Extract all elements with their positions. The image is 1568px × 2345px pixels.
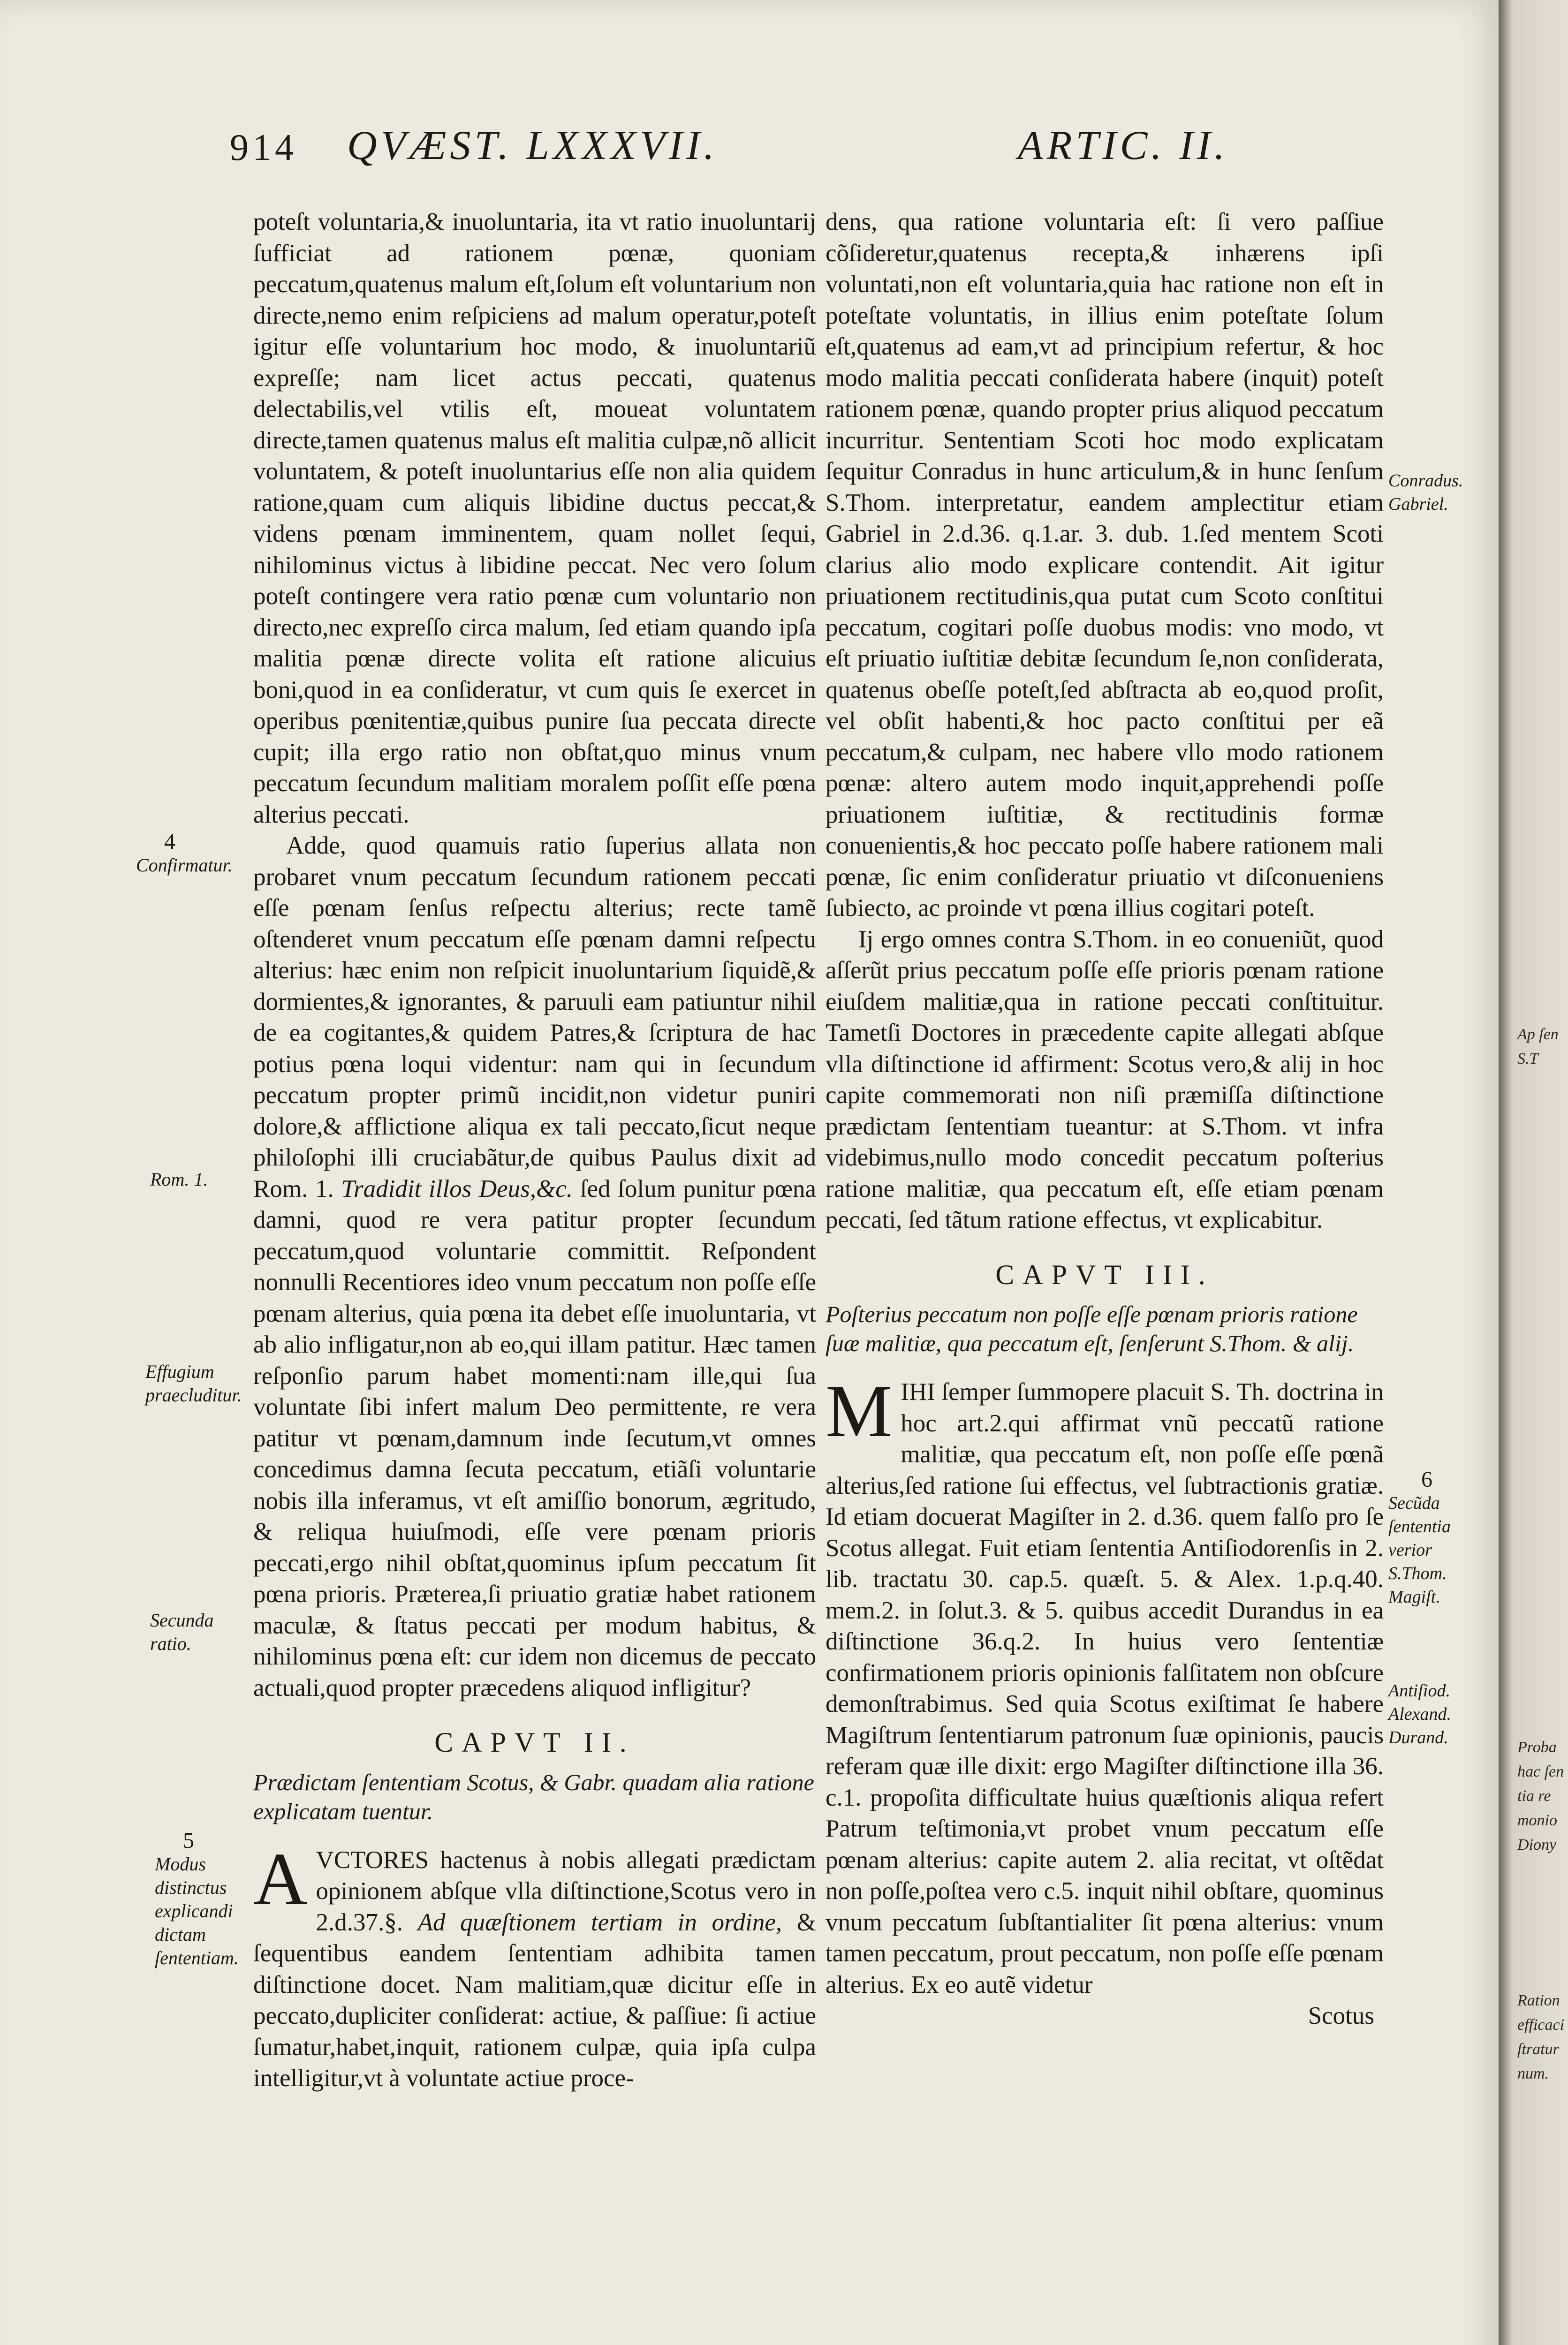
page-number: 914 xyxy=(230,127,297,168)
header-article: ARTIC. II. xyxy=(1018,123,1229,168)
margin-note-number: 6 xyxy=(1421,1467,1432,1492)
scotus-quote: Ad quæſtionem tertiam in ordine, xyxy=(417,1908,782,1936)
next-page-note-1: Ap ſen S.T xyxy=(1517,1026,1559,1067)
running-header xyxy=(230,117,1405,188)
margin-note-modus xyxy=(155,1829,249,1970)
margin-note-confirmatur xyxy=(136,830,239,877)
right-paragraph-3-text: IHI ſemper ſummopere placuit S. Th. doctrina in hoc art.2.qui affirmat vnũ peccatũ ratione malitiæ, qua peccatum eſt, non poſſe eſſe pœnã alterius,ſed ratione ſui effectus, vel ſubtractionis gratiæ. Id etiam docuerat Magiſter in 2. d.36. quem falſo pro ſe Scotus allegat. Fuit etiam ſententia Antiſiodorenſis in 2. lib. tractatu 30. cap.5. quæſt. 5. & Alex. 1.p.q.40. mem.2. in ſolut.3. & 5. quibus accedit Durandus in ea diſtinctione 36.q.2. In huius vero ſententiæ confirmationem prioris opinionis falſitatem non obſcure demonſtrabimus. Sed quia Scotus exiſtimat ſe habere Magiſtrum ſententiarum patronum ſuæ opinionis, paucis referam quæ ille dixit: ergo Magiſter diſtinctione illa 36. c.1. propoſita difficultate huius quæſtionis aliqua refert Patrum teſtimonia,vt probet vnum peccatum eſſe pœnam alterius: capite autem 2. alia recitat, vt oſtẽdat non poſſe,poſtea vero c.5. inquit nihil obſtare, quominus vnum peccatum ſubſtantialiter ſit pœna alterius: vnum tamen peccatum, prout peccatum, non poſſe eſſe pœnam alterius. Ex eo autẽ videtur xyxy=(826,1378,1384,1998)
chapter-heading-3: CAPVT III. xyxy=(995,1259,1214,1290)
right-paragraph-3 xyxy=(826,1369,1384,2000)
margin-note-antisiod: Antiſiod. Alexand. Durand. xyxy=(1388,1681,1452,1747)
header-question: QVÆST. LXXXVII. xyxy=(347,123,718,168)
drop-cap-a: A xyxy=(253,1837,308,1921)
margin-note-text: Secũda ſententia verior S.Thom. Magiſt. xyxy=(1388,1493,1451,1607)
chapter-heading-2: CAPVT II. xyxy=(434,1727,635,1758)
margin-note-text: Confirmatur. xyxy=(136,855,233,876)
margin-note-rom: Rom. 1. xyxy=(150,1169,208,1190)
left-paragraph-3-cont: & ſequentibus eandem ſententiam adhibita tamen diſtinctione docet. Nam malitiam,quæ dicitur eſſe in peccato,dupliciter conſiderat: actiue, & paſſiue: ſi actiue ſumatur,habet,inquit, rationem culpæ, quia ipſa culpa intelligitur,vt à voluntate actiue proce- xyxy=(253,1908,817,2092)
margin-note-text: Modus distinctus explicandi dictam ſententiam. xyxy=(155,1853,239,1968)
chapter-summary-2: Prædictam ſententiam Scotus, & Gabr. quadam alia ratione explicatam tuentur. xyxy=(253,1769,814,1824)
right-paragraph-2: Ij ergo omnes contra S.Thom. in eo conueniũt, quod aſſerũt prius peccatum poſſe eſſe prioris pœnam ratione eiuſdem malitiæ,qua in ratione peccati conſtituitur. Tametſi Doctores in præcedente capite allegati abſque vlla diſtinctione id affirment: Scotus vero,& alij in hoc capite commemorati non niſi præmiſſa diſtinctione prædictam ſententiam tueantur: at S.Thom. vt infra videbimus,nullo modo concedit peccatum poſterius ratione malitiæ, qua peccatum eſt, eſſe etiam pœnam peccati, ſed tãtum ratione effectus, vt explicabitur. xyxy=(826,925,1384,1233)
margin-note-number: 4 xyxy=(164,829,175,854)
next-page-edge xyxy=(1499,0,1568,2345)
left-paragraph-2 xyxy=(253,830,816,1703)
next-page-note-3: Ration efficaci ſtratur num. xyxy=(1517,1992,1565,2082)
margin-note-secunda-ratio: Secunda ratio. xyxy=(150,1610,214,1654)
right-paragraph-1: dens, qua ratione voluntaria eſt: ſi vero paſſiue cõſideretur,quatenus recepta,& inhærens ipſi voluntati,non eſt voluntaria,quia hac ratione non eſt in poteſtate voluntatis, in illius enim poteſtate ſolum eſt,quatenus ad eam,vt ad principium refertur, & hoc modo malitia peccati conſiderata habere (inquit) poteſt rationem pœnæ, quando propter prius aliquod peccatum incurritur. Sententiam Scoti hoc modo explicatam ſequitur Conradus in hunc articulum,& in hunc ſenſum S.Thom. interpretatur, eandem amplectitur etiam Gabriel in 2.d.36. q.1.ar. 3. dub. 1.ſed mentem Scoti clarius alio modo explicare contendit. Ait igitur priuationem rectitudinis,qua putat cum Scoto conſtitui peccatum, cogitari poſſe duobus modis: vno modo, vt eſt priuatio iuſtitiæ debitæ ſecundum ſe,non conſiderata, quatenus obeſſe poteſt,ſed abſtracta ab eo,quod proſit, vel obſit habenti,& hoc pacto conſtitui per eã peccatum,& culpam, nec habere vllo modo rationem pœnæ: altero autem modo inquit,apprehendi poſſe priuationem iuſtitiæ, & rectitudinis formæ conuenientis,& hoc peccato poſſe habere rationem mali pœnæ, ſic enim conſideratur priuatio vt diſconueniens ſubiecto, ac proinde vt pœna illius cogitari poteſt. xyxy=(826,208,1384,922)
left-column xyxy=(253,206,816,2094)
margin-note-secunda-sententia xyxy=(1388,1468,1482,1609)
chapter-summary-3: Poſterius peccatum non poſſe eſſe pœnam prioris ratione ſuæ malitiæ, qua peccatum eſt, ſenſerunt S.Thom. & alij. xyxy=(826,1301,1358,1356)
left-paragraph-2-cont: ſed ſolum punitur pœna damni, quod re vera patitur propter ſecundum peccatum,quod voluntarie committit. Reſpondent nonnulli Recentiores ideo vnum peccatum non poſſe eſſe pœnam alterius, quia pœna ita debet eſſe inuoluntaria, vt ab alio infligatur,non ab eo,qui illam patitur. Hæc tamen reſponſio parum habet momenti:nam ille,qui ſua voluntate ſibi infert malum Deo permittente, re vera patitur vt pœnam,damnum inde ſecutum,vt omnes concedimus damna ſecuta peccatum, etiãſi voluntarie nobis illa inferamus, vt eſt amiſſio bonorum, ægritudo, & reliqua huiuſmodi, eſſe vere pœnam prioris peccati,ergo nihil obſtat,quominus ipſum peccatum ſit pœna prioris. Præterea,ſi priuatio gratiæ habet rationem maculæ, & ſtatus peccati per modum habitus, & nihilominus pœna eſt: cur idem non dicemus de peccato actuali,quod propter præcedens aliquod infligitur? xyxy=(253,1175,817,1702)
drop-cap-m: M xyxy=(826,1369,893,1452)
left-paragraph-1: poteſt voluntaria,& inuoluntaria, ita vt ratio inuoluntarij ſufficiat ad rationem pœnæ, quoniam peccatum,quatenus malum eſt,ſolum eſt voluntarium non directe,nemo enim reſpiciens ad malum operatur,poteſt igitur eſſe voluntarium hoc modo, & inuoluntariũ expreſſe; nam licet actus peccati, quatenus delectabilis,vel vtilis eſt, moueat voluntatem directe,tamen quatenus malus eſt malitia culpæ,nõ allicit voluntatem, & poteſt inuoluntarius eſſe non alia quidem ratione,quam cum aliquis libidine ductus peccat,& videns pœnam imminentem, quam nollet ſequi, nihilominus victus à libidine peccat. Nec vero ſolum poteſt contingere vera ratio pœnæ cum voluntario non directo,nec expreſſo circa malum, ſed etiam quando ipſa malitia pœnæ directe volita eſt ratione alicuius boni,quod in ea conſideratur, vt cum quis ſe exercet in operibus pœnitentiæ,quibus punire ſua peccata directe cupit; illa ergo ratio non obſtat,quo minus vnum peccatum ſecundum malitiam moralem poſſit eſſe pœna alterius peccati. xyxy=(253,208,816,828)
right-column xyxy=(826,206,1384,2032)
left-paragraph-3 xyxy=(253,1837,817,2094)
next-page-note-2: Proba hac ſen tia re monio Diony xyxy=(1517,1739,1564,1853)
margin-note-number: 5 xyxy=(183,1828,194,1853)
margin-note-conradus: Conradus. Gabriel. xyxy=(1388,471,1463,514)
scripture-quote: Tradidit illos Deus,&c. xyxy=(341,1175,573,1203)
margin-note-effugium: Effugium praecluditur. xyxy=(145,1361,242,1406)
catchword: Scotus xyxy=(1308,2002,1374,2029)
left-paragraph-2-text: Adde, quod quamuis ratio ſuperius allata non probaret vnum peccatum ſecundum rationem peccati eſſe pœnam ſenſus reſpectu alterius; recte tamẽ oſtenderet vnum peccatum eſſe pœnam damni reſpectu alterius: hæc enim non reſpicit inuoluntarium ſiquidẽ,& dormientes,& ignorantes, & paruuli eam patiuntur nihil de ea cogitantes,& quidem Patres,& ſcriptura de hac potius pœna loqui videntur: nam qui in ſecundum peccatum propter primũ incidit,non videtur puniri dolore,& afflictione aliqua ex tali peccato,ſicut neque philoſophi illi cruciabãtur,de quibus Paulus dixit ad Rom. 1. xyxy=(253,832,816,1203)
left-paragraph-3-text: VCTORES hactenus à nobis allegati prædictam opinionem abſque vlla diſtinctione,Scotus vero in 2.d.37.§. xyxy=(316,1846,816,1936)
